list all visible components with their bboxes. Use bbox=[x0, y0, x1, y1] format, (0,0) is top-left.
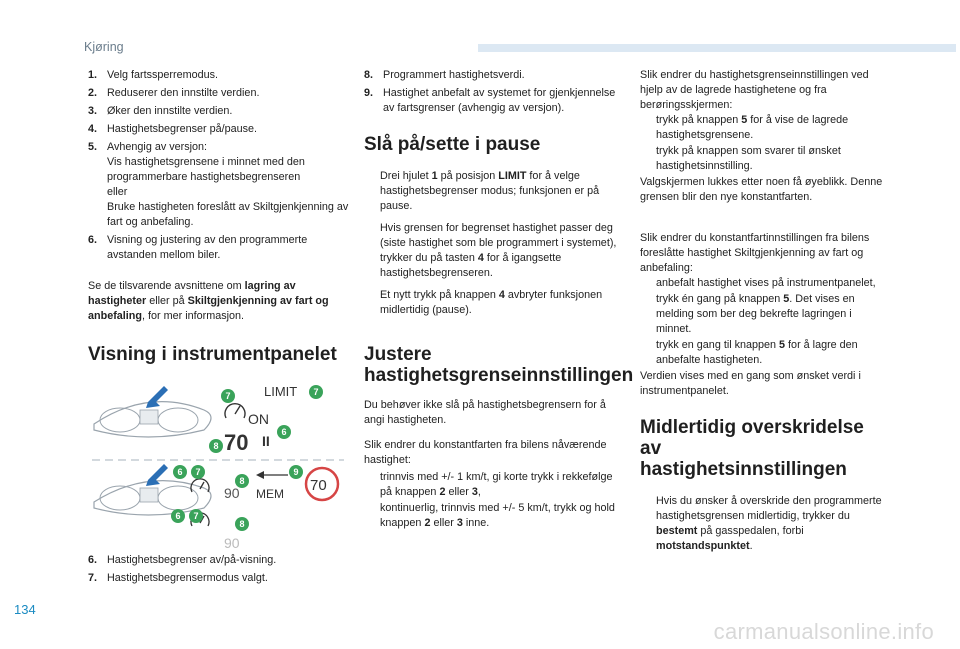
bullet-list-memory bbox=[640, 113, 888, 174]
numbered-list-2 bbox=[364, 68, 626, 116]
list-item: Hvis grensen for begrenset hastighet passer deg (siste hastighet som ble programmert i systemet), trykker du på tasten 4 for å igangsette hastighetsbegrenseren. bbox=[380, 222, 617, 279]
header-bar bbox=[478, 44, 956, 52]
gauge-icon bbox=[225, 404, 245, 418]
callout-6: 6 bbox=[175, 511, 181, 521]
arrow-icon bbox=[146, 464, 168, 486]
list-item: 6. Hastighetsbegrenser av/på-visning. bbox=[88, 554, 277, 566]
bullet-list-exceed bbox=[640, 494, 888, 554]
watermark: carmanualsonline.info bbox=[713, 619, 934, 644]
list-item: Hvis du ønsker å overskride den programmerte hastighetsgrensen midlertidig, trykker du bestemt på gasspedalen, forbi motstandspunktet. bbox=[656, 495, 882, 552]
on-label: ON bbox=[248, 411, 269, 427]
callout-9: 9 bbox=[293, 467, 299, 477]
speed-display: 70 bbox=[224, 430, 249, 455]
list-item: anbefalt hastighet vises på instrumentpanelet, bbox=[656, 277, 876, 289]
paragraph: Du behøver ikke slå på hastighetsbegrensern for å angi hastigheten. bbox=[364, 399, 606, 426]
heading-on-pause: Slå på/sette i pause bbox=[364, 134, 541, 155]
bullet-list-adjust bbox=[364, 470, 626, 531]
list-item: 2. Reduserer den innstilte verdien. bbox=[88, 87, 260, 99]
list-item: 5. Avhengig av versjon: Vis hastighetsgrensene i minnet med den programmerbare hastighetsbegrenseren eller Bruke hastigheten foreslått av Skiltgjenkjenning av fart og anbefaling. bbox=[88, 141, 349, 228]
paragraph: Slik endrer du konstantfartinnstillingen fra bilens foreslåtte hastighet Skiltgjenkjenning av fart og anbefaling: bbox=[640, 232, 870, 274]
paragraph: Slik endrer du hastighetsgrenseinnstillingen ved hjelp av de lagrede hastighetene og fra berøringsskjermen: bbox=[640, 69, 869, 111]
mem-label: MEM bbox=[256, 487, 284, 501]
callout-8: 8 bbox=[239, 519, 245, 529]
callout-7: 7 bbox=[193, 511, 199, 521]
page-number: 134 bbox=[14, 602, 36, 617]
column-3 bbox=[640, 68, 888, 561]
speed-90-dim: 90 bbox=[224, 535, 240, 551]
column-2 bbox=[364, 68, 634, 532]
callout-7: 7 bbox=[313, 387, 319, 397]
bullet-list-recommended bbox=[640, 276, 888, 368]
arrow-icon bbox=[146, 386, 168, 408]
list-item: trykk på knappen som svarer til ønsket hastighetsinnstilling. bbox=[656, 145, 841, 172]
speed-90: 90 bbox=[224, 485, 240, 501]
list-item: 7. Hastighetsbegrensermodus valgt. bbox=[88, 572, 268, 584]
callout-6: 6 bbox=[177, 467, 183, 477]
list-item: trykk en gang til knappen 5 for å lagre den anbefalte hastigheten. bbox=[656, 339, 858, 366]
pause-symbol: II bbox=[262, 433, 270, 449]
numbered-list-1 bbox=[88, 68, 350, 263]
callout-6: 6 bbox=[281, 427, 287, 437]
list-item: trinnvis med +/- 1 km/t, gi korte trykk i rekkefølge på knappen 2 eller 3, bbox=[380, 471, 613, 498]
list-item: Et nytt trykk på knappen 4 avbryter funksjonen midlertidig (pause). bbox=[380, 289, 603, 316]
heading-instrument-panel: Visning i instrumentpanelet bbox=[88, 344, 337, 365]
bullet-list-on-pause bbox=[364, 169, 626, 318]
list-item: trykk på knappen 5 for å vise de lagrede hastighetsgrensene. bbox=[656, 114, 849, 141]
list-item: 3. Øker den innstilte verdien. bbox=[88, 105, 233, 117]
callout-8: 8 bbox=[239, 476, 245, 486]
section-title: Kjøring bbox=[84, 40, 124, 54]
heading-temporary-exceed: Midlertidig overskridelse av hastighetsinnstillingen bbox=[640, 417, 864, 480]
list-item: kontinuerlig, trinnvis med +/- 5 km/t, trykk og hold knappen 2 eller 3 inne. bbox=[380, 502, 615, 529]
column-1 bbox=[88, 68, 350, 381]
paragraph: Valgskjermen lukkes etter noen få øyeblikk. Denne grensen blir den nye konstantfarten. bbox=[640, 176, 883, 203]
list-item: 4. Hastighetsbegrenser på/pause. bbox=[88, 123, 258, 135]
list-item: 1. Velg fartssperremodus. bbox=[88, 69, 219, 81]
list-item: trykk én gang på knappen 5. Det vises en melding som ber deg bekrefte lagringen i minnet. bbox=[656, 293, 855, 335]
callout-7: 7 bbox=[195, 467, 201, 477]
see-more-paragraph: Se de tilsvarende avsnittene om lagring av hastigheter eller på Skiltgjenkjenning av fart og anbefaling, for mer informasjon. bbox=[88, 280, 329, 322]
callout-8: 8 bbox=[213, 441, 219, 451]
limit-label: LIMIT bbox=[264, 384, 298, 399]
callout-7: 7 bbox=[225, 391, 231, 401]
list-item: 6. Visning og justering av den programmerte avstanden mellom biler. bbox=[88, 234, 308, 261]
list-item: 9. Hastighet anbefalt av systemet for gjenkjennelse av fartsgrenser (avhengig av versjon). bbox=[364, 87, 616, 114]
list-item: Drei hjulet 1 på posisjon LIMIT for å velge hastighetsbegrenser modus; funksjonen er på pause. bbox=[380, 170, 600, 212]
paragraph: Verdien vises med en gang som ønsket verdi i instrumentpanelet. bbox=[640, 370, 861, 397]
paragraph: Slik endrer du konstantfarten fra bilens nåværende hastighet: bbox=[364, 439, 607, 466]
numbered-list-bottom bbox=[88, 553, 350, 589]
heading-adjust: Justere hastighetsgrenseinnstillingen bbox=[364, 344, 634, 386]
sign-speed: 70 bbox=[310, 477, 327, 494]
instrument-cluster-illustration bbox=[88, 380, 350, 552]
list-item: 8. Programmert hastighetsverdi. bbox=[364, 69, 525, 81]
